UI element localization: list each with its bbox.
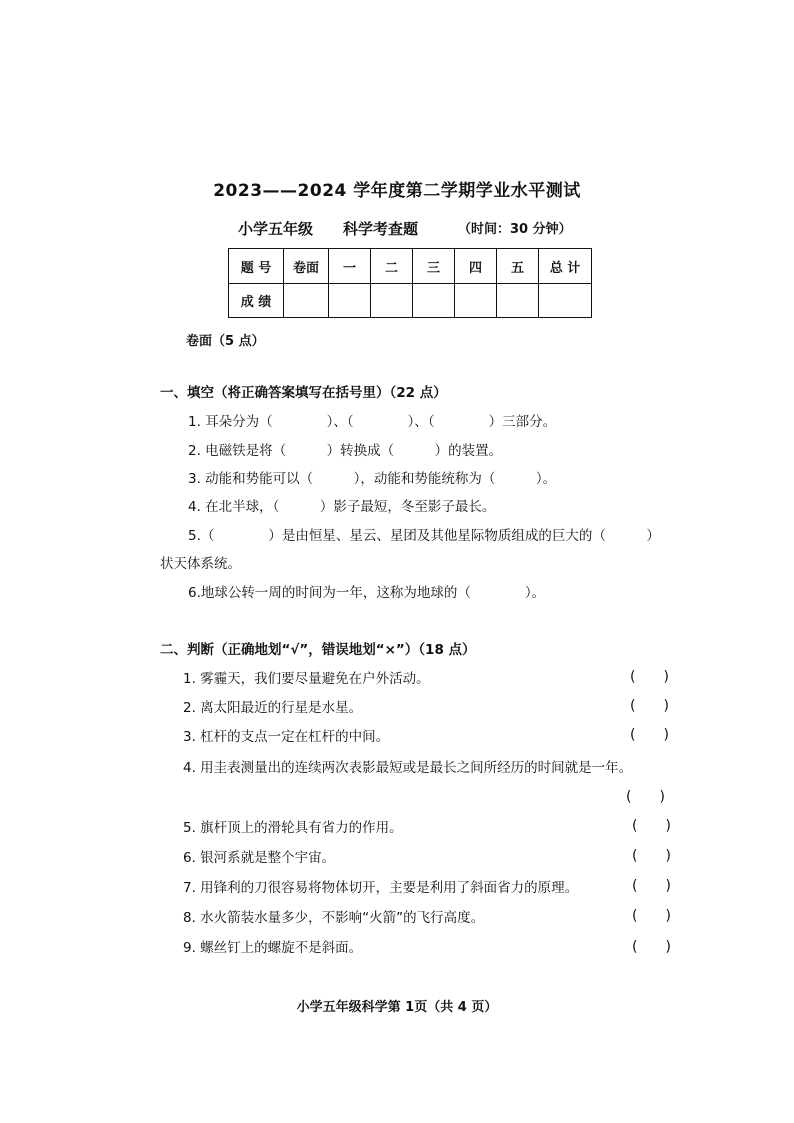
answer-paren[interactable]: ( ) xyxy=(632,908,671,924)
grade-label: 小学五年级 xyxy=(238,220,314,238)
page-footer: 小学五年级科学第 1页（共 4 页） xyxy=(296,1000,498,1015)
score-blank-cell[interactable] xyxy=(329,284,371,318)
answer-paren[interactable]: ( ) xyxy=(630,698,669,714)
answer-paren[interactable]: ( ) xyxy=(630,669,669,685)
score-blank-cell[interactable] xyxy=(284,284,329,318)
time-label: （时间：30 分钟） xyxy=(458,222,572,237)
score-blank-cell[interactable] xyxy=(455,284,497,318)
fill-blank-question: 6.地球公转一周的时间为一年，这称为地球的（ ）。 xyxy=(188,585,546,601)
score-blank-cell[interactable] xyxy=(371,284,413,318)
judgement-question: 6. 银河系就是整个宇宙。 xyxy=(183,850,336,866)
answer-paren[interactable]: ( ) xyxy=(626,789,665,805)
score-table-score-row xyxy=(229,284,592,318)
score-blank-cell[interactable] xyxy=(413,284,455,318)
judgement-question: 1. 雾霾天，我们要尽量避免在户外活动。 xyxy=(183,671,430,687)
judgement-question: 9. 螺丝钉上的螺旋不是斜面。 xyxy=(183,940,363,956)
answer-paren[interactable]: ( ) xyxy=(632,939,671,955)
judgement-question: 4. 用圭表测量出的连续两次表影最短或是最长之间所经历的时间就是一年。 xyxy=(183,760,633,776)
answer-paren[interactable]: ( ) xyxy=(632,818,671,834)
judgement-question: 8. 水火箭装水量多少，不影响“火箭”的飞行高度。 xyxy=(183,910,485,926)
judgement-question: 7. 用锋利的刀很容易将物体切开，主要是利用了斜面省力的原理。 xyxy=(183,880,579,896)
score-cell: 卷面 xyxy=(284,249,329,284)
score-cell: 二 xyxy=(371,249,413,284)
section2-heading: 二、判断（正确地划“√”，错误地划“×”）（18 点） xyxy=(160,642,476,658)
subject-label: 科学考查题 xyxy=(343,220,419,238)
score-blank-cell[interactable] xyxy=(497,284,539,318)
fill-blank-question: 1. 耳朵分为（ ）、（ ）、（ ）三部分。 xyxy=(188,414,557,430)
exam-title: 2023——2024 学年度第二学期学业水平测试 xyxy=(213,181,581,201)
section1-heading: 一、填空（将正确答案填写在括号里）（22 点） xyxy=(160,385,447,401)
score-cell: 四 xyxy=(455,249,497,284)
judgement-question: 5. 旗杆顶上的滑轮具有省力的作用。 xyxy=(183,820,403,836)
score-blank-cell[interactable] xyxy=(539,284,592,318)
score-table-header-row xyxy=(229,249,592,284)
fill-blank-question: 3. 动能和势能可以（ ），动能和势能统称为（ ）。 xyxy=(188,471,557,487)
answer-paren[interactable]: ( ) xyxy=(632,848,671,864)
score-cell: 一 xyxy=(329,249,371,284)
score-cell: 题 号 xyxy=(229,249,284,284)
score-cell: 五 xyxy=(497,249,539,284)
answer-paren[interactable]: ( ) xyxy=(630,727,669,743)
score-cell: 三 xyxy=(413,249,455,284)
judgement-question: 2. 离太阳最近的行星是水星。 xyxy=(183,700,363,716)
fill-blank-question: 2. 电磁铁是将（ ）转换成（ ）的装置。 xyxy=(188,443,503,459)
answer-paren[interactable]: ( ) xyxy=(632,878,671,894)
score-cell: 总 计 xyxy=(539,249,592,284)
score-table xyxy=(228,248,592,318)
fill-blank-question: 5.（ ）是由恒星、星云、星团及其他星际物质组成的巨大的（ ） xyxy=(188,528,660,544)
judgement-question: 3. 杠杆的支点一定在杠杆的中间。 xyxy=(183,729,390,745)
fill-blank-question: 4. 在北半球，（ ）影子最短，冬至影子最长。 xyxy=(188,499,496,515)
fill-blank-question-continued: 状天体系统。 xyxy=(160,556,241,572)
score-row-label: 成 绩 xyxy=(229,284,284,318)
neatness-score-label: 卷面（5 点） xyxy=(186,334,265,349)
